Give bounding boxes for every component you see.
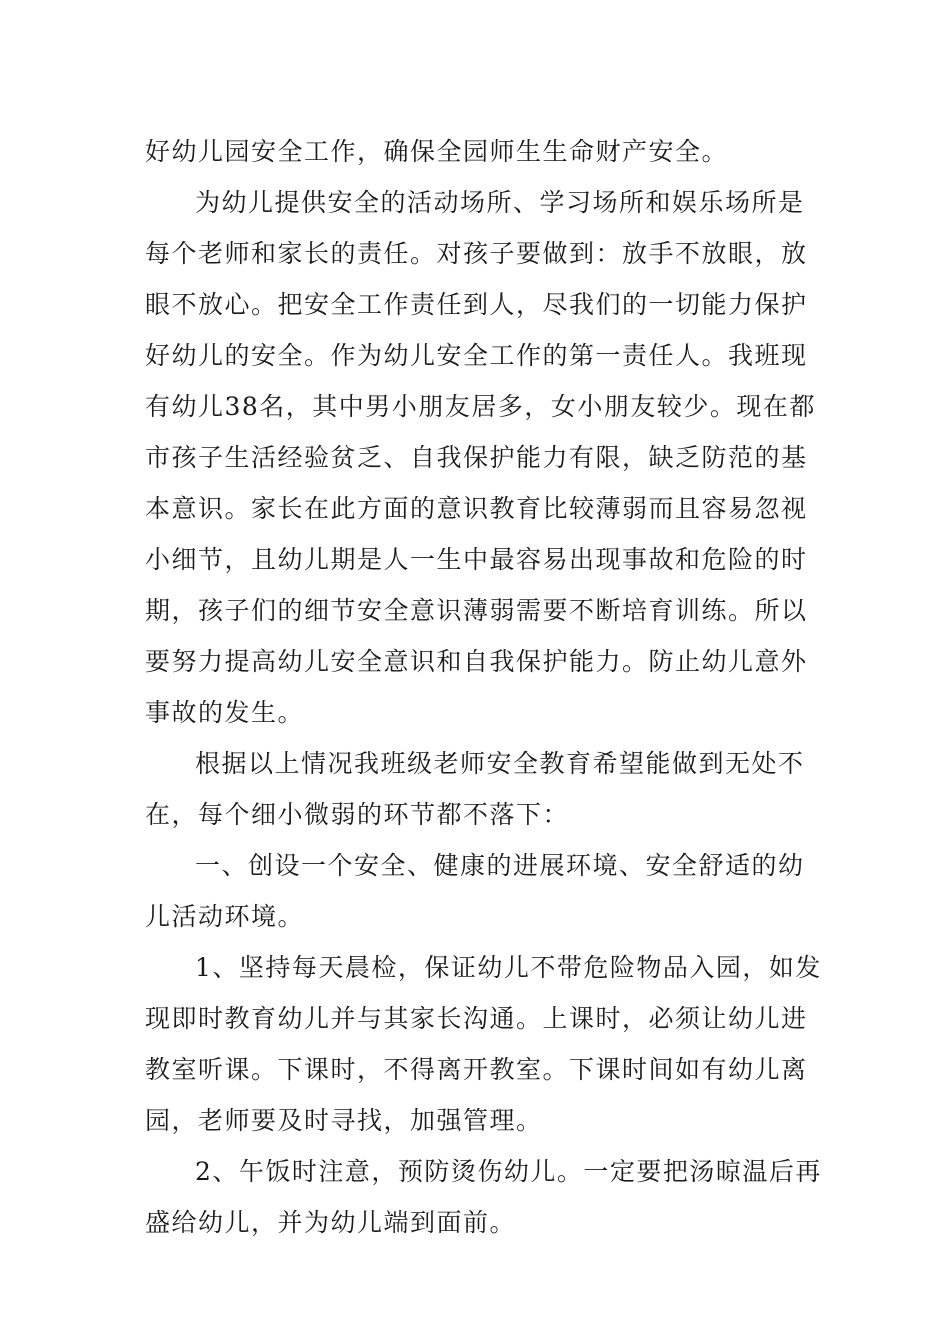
paragraph-5 (145, 942, 822, 1146)
text-line: 根据以上情况我班级老师安全教育希望能做到无处不 (195, 749, 805, 778)
paragraph-6 (145, 1146, 822, 1248)
text-line: 教室听课。下课时，不得离开教室。下课时间如有幼儿离 (145, 1055, 808, 1084)
text-line: 小细节，且幼儿期是人一生中最容易出现事故和危险的时 (145, 545, 808, 574)
text-line: 2、午饭时注意，预防烫伤幼儿。一定要把汤晾温后再 (195, 1157, 822, 1186)
text-line: 事故的发生。 (145, 698, 305, 727)
text-line: 每个老师和家长的责任。对孩子要做到：放手不放眼，放 (145, 239, 808, 268)
text-line: 在，每个细小微弱的环节都不落下： (145, 800, 570, 829)
text-line: 盛给幼儿，并为幼儿端到面前。 (145, 1208, 517, 1237)
text-line: 本意识。家长在此方面的意识教育比较薄弱而且容易忽视 (145, 494, 808, 523)
text-line: 现即时教育幼儿并与其家长沟通。上课时，必须让幼儿进 (145, 1004, 808, 1033)
paragraph-1 (145, 126, 807, 177)
text-line: 期，孩子们的细节安全意识薄弱需要不断培育训练。所以 (145, 596, 808, 625)
text-line: 好幼儿的安全。作为幼儿安全工作的第一责任人。我班现 (145, 341, 808, 370)
text-line: 要努力提高幼儿安全意识和自我保护能力。防止幼儿意外 (145, 647, 808, 676)
text-line: 市孩子生活经验贫乏、自我保护能力有限，缺乏防范的基 (145, 443, 808, 472)
text-line: 1、坚持每天晨检，保证幼儿不带危险物品入园，如发 (195, 953, 822, 982)
document-body (145, 126, 822, 1248)
text-line: 园，老师要及时寻找，加强管理。 (145, 1106, 543, 1135)
text-line: 为幼儿提供安全的活动场所、学习场所和娱乐场所是 (195, 188, 805, 217)
text-line: 一、创设一个安全、健康的进展环境、安全舒适的幼 (195, 851, 805, 880)
paragraph-2 (145, 177, 816, 738)
text-line: 好幼儿园安全工作，确保全园师生生命财产安全。 (145, 137, 729, 166)
text-line: 有幼儿38名，其中男小朋友居多，女小朋友较少。现在都 (145, 392, 816, 421)
text-line: 眼不放心。把安全工作责任到人，尽我们的一切能力保护 (145, 290, 808, 319)
text-line: 儿活动环境。 (145, 902, 305, 931)
paragraph-3 (145, 738, 807, 840)
paragraph-4 (145, 840, 807, 942)
